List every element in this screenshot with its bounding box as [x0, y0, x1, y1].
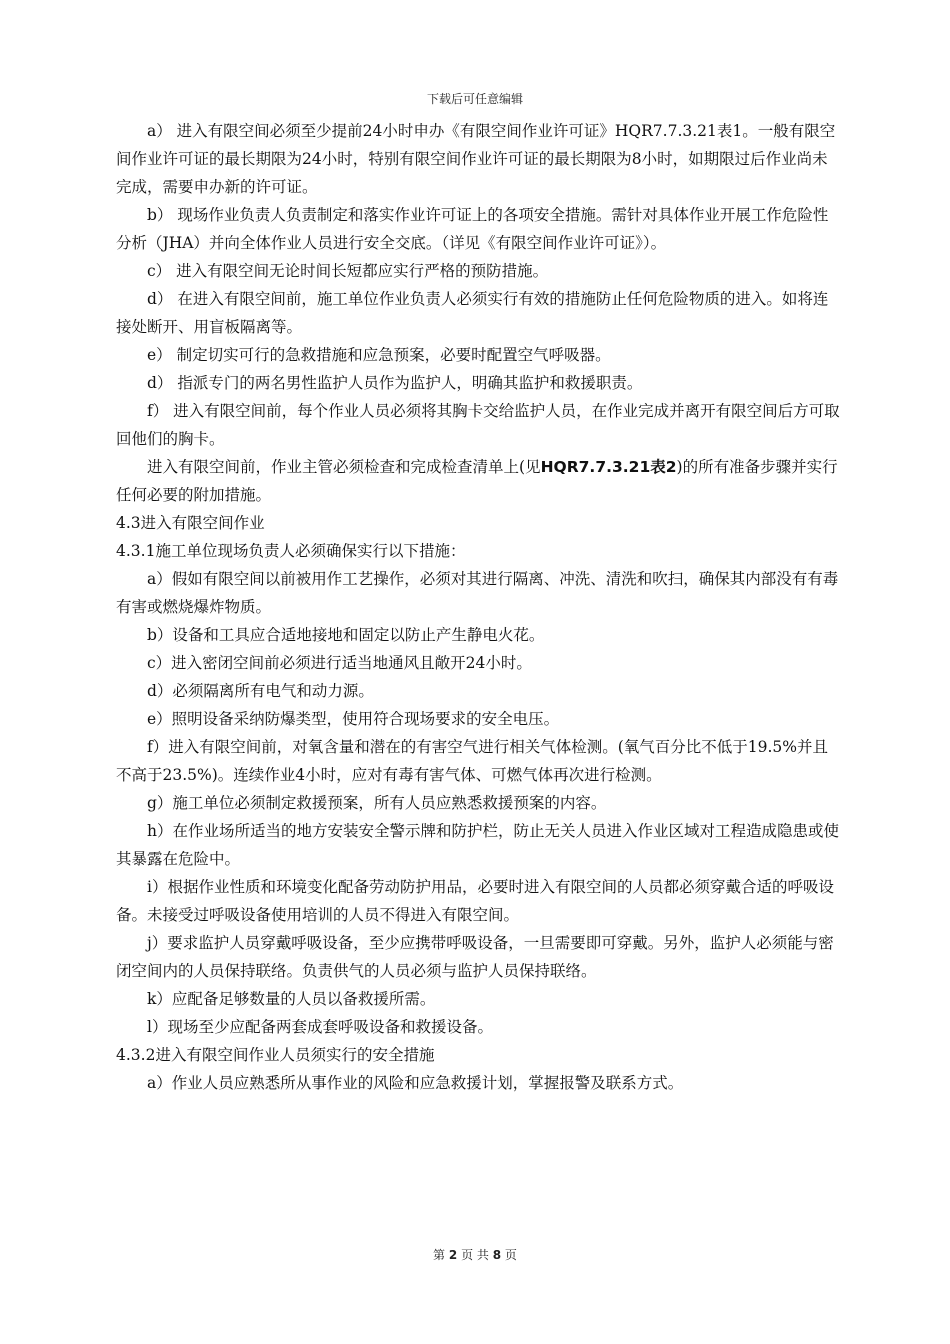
footer-page-number: 2: [448, 1248, 458, 1262]
list-item-431-j: j）要求监护人员穿戴呼吸设备，至少应携带呼吸设备，一旦需要即可穿戴。另外，监护人必须能与密闭空间内的人员保持联络。负责供气的人员必须与监护人员保持联络。: [116, 934, 834, 980]
list-item-431-e: e）照明设备采纳防爆类型，使用符合现场要求的安全电压。: [147, 710, 560, 728]
list-item-431-h: h）在作业场所适当的地方安装安全警示牌和防护栏，防止无关人员进入作业区域对工程造成隐患或使其暴露在危险中。: [116, 822, 839, 868]
footer-total-pages: 8: [492, 1248, 502, 1262]
checklist-reference: HQR7.7.3.21表2: [540, 458, 677, 476]
page-footer: [0, 1246, 950, 1263]
paragraph-e: e） 制定切实可行的急救措施和应急预案，必要时配置空气呼吸器。: [147, 346, 611, 364]
document-body: [116, 117, 840, 1097]
list-item-432-a: a）作业人员应熟悉所从事作业的风险和应急救援计划，掌握报警及联系方式。: [147, 1074, 684, 1092]
footer-suffix: 页: [504, 1248, 517, 1262]
list-item-431-f: f）进入有限空间前，对氧含量和潜在的有害空气进行相关气体检测。(氧气百分比不低于19.5%并且不高于23.5%)。连续作业4小时，应对有毒有害气体、可燃气体再次进行检测。: [116, 738, 829, 784]
footer-middle: 页 共: [461, 1248, 489, 1262]
list-item-431-g: g）施工单位必须制定救援预案，所有人员应熟悉救援预案的内容。: [147, 794, 607, 812]
page-header: 下载后可任意编辑: [426, 92, 523, 106]
paragraph-b: b） 现场作业负责人负责制定和落实作业许可证上的各项安全措施。需针对具体作业开展工作危险性分析（JHA）并向全体作业人员进行安全交底。（详见《有限空间作业许可证》）。: [116, 206, 829, 252]
section-heading-4-3-2: 4.3.2进入有限空间作业人员须实行的安全措施: [116, 1046, 435, 1064]
list-item-431-b: b）设备和工具应合适地接地和固定以防止产生静电火花。: [147, 626, 545, 644]
paragraph-c: c） 进入有限空间无论时间长短都应实行严格的预防措施。: [147, 262, 549, 280]
checklist-paragraph: [116, 453, 840, 509]
paragraph-d: d） 在进入有限空间前，施工单位作业负责人必须实行有效的措施防止任何危险物质的进入。如将连接处断开、用盲板隔离等。: [116, 290, 829, 336]
section-heading-4-3-1: 4.3.1施工单位现场负责人必须确保实行以下措施：: [116, 542, 466, 560]
list-item-431-k: k）应配备足够数量的人员以备救援所需。: [147, 990, 436, 1008]
section-heading-4-3: 4.3进入有限空间作业: [116, 514, 265, 532]
footer-prefix: 第: [433, 1248, 446, 1262]
checklist-text-before: 进入有限空间前，作业主管必须检查和完成检查清单上(见: [147, 458, 541, 476]
list-item-431-a: a）假如有限空间以前被用作工艺操作，必须对其进行隔离、冲洗、清洗和吹扫，确保其内部没有有毒有害或燃烧爆炸物质。: [116, 570, 839, 616]
list-item-431-i: i）根据作业性质和环境变化配备劳动防护用品，必要时进入有限空间的人员都必须穿戴合适的呼吸设备。未接受过呼吸设备使用培训的人员不得进入有限空间。: [116, 878, 834, 924]
paragraph-d2: d） 指派专门的两名男性监护人员作为监护人，明确其监护和救援职责。: [147, 374, 643, 392]
paragraph-a: a） 进入有限空间必须至少提前24小时申办《有限空间作业许可证》HQR7.7.3.21表1。一般有限空间作业许可证的最长期限为24小时，特别有限空间作业许可证的最长期限为8小时，如期限过后作业尚未完成，需要申办新的许可证。: [116, 122, 836, 196]
list-item-431-d: d）必须隔离所有电气和动力源。: [147, 682, 374, 700]
checklist-text-after: )的所有准备步骤并实行任何必要的附加措施。: [116, 458, 838, 504]
paragraph-f: f） 进入有限空间前，每个作业人员必须将其胸卡交给监护人员，在作业完成并离开有限空间后方可取回他们的胸卡。: [116, 402, 840, 448]
list-item-431-c: c）进入密闭空间前必须进行适当地通风且敞开24小时。: [147, 654, 532, 672]
list-item-431-l: l）现场至少应配备两套成套呼吸设备和救援设备。: [147, 1018, 493, 1036]
